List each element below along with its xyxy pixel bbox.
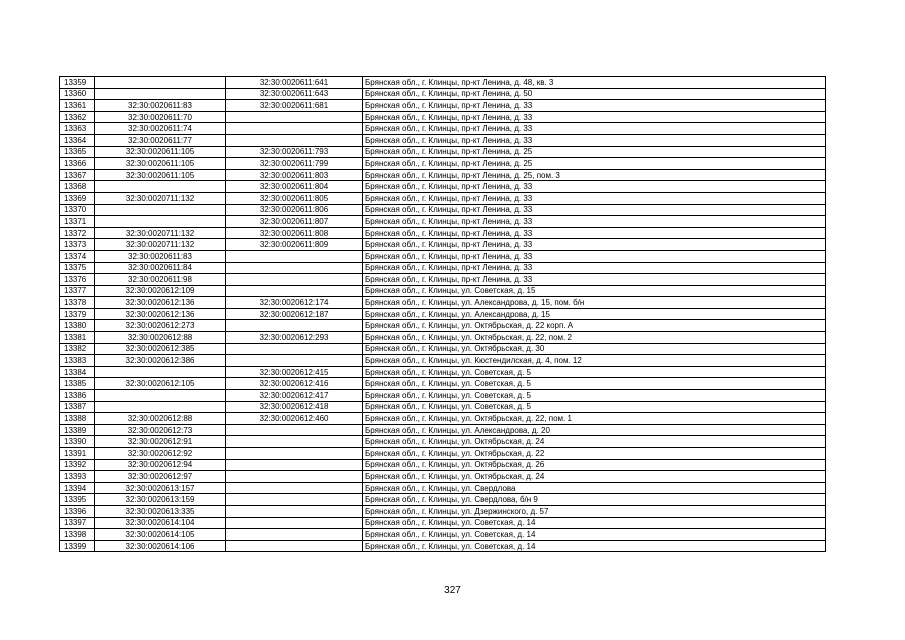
table-row bbox=[60, 482, 826, 494]
parent-cadastral-number-cell: 32:30:0020711:132 bbox=[95, 239, 226, 251]
address-cell: Брянская обл., г. Клинцы, пр-кт Ленина, д. 33 bbox=[363, 192, 826, 204]
parent-cadastral-number-cell: 32:30:0020612:109 bbox=[95, 285, 226, 297]
address-cell: Брянская обл., г. Клинцы, ул. Октябрьская, д. 22 bbox=[363, 448, 826, 460]
record-number-cell: 13367 bbox=[60, 169, 95, 181]
address-cell: Брянская обл., г. Клинцы, пр-кт Ленина, д. 33 bbox=[363, 123, 826, 135]
parent-cadastral-number-cell: 32:30:0020612:386 bbox=[95, 355, 226, 367]
parent-cadastral-number-cell bbox=[95, 181, 226, 193]
parent-cadastral-number-cell: 32:30:0020611:74 bbox=[95, 123, 226, 135]
table-row bbox=[60, 297, 826, 309]
table-row bbox=[60, 100, 826, 112]
record-number-cell: 13396 bbox=[60, 505, 95, 517]
parent-cadastral-number-cell bbox=[95, 88, 226, 100]
record-number-cell: 13383 bbox=[60, 355, 95, 367]
cadastral-number-cell: 32:30:0020611:806 bbox=[226, 204, 363, 216]
address-cell: Брянская обл., г. Клинцы, ул. Кюстендилская, д. 4, пом. 12 bbox=[363, 355, 826, 367]
address-cell: Брянская обл., г. Клинцы, пр-кт Ленина, д. 33 bbox=[363, 216, 826, 228]
record-number-cell: 13371 bbox=[60, 216, 95, 228]
address-cell: Брянская обл., г. Клинцы, ул. Октябрьская, д. 22, пом. 2 bbox=[363, 332, 826, 344]
parent-cadastral-number-cell: 32:30:0020612:91 bbox=[95, 436, 226, 448]
address-cell: Брянская обл., г. Клинцы, пр-кт Ленина, д. 33 bbox=[363, 239, 826, 251]
table-row bbox=[60, 459, 826, 471]
record-number-cell: 13363 bbox=[60, 123, 95, 135]
address-cell: Брянская обл., г. Клинцы, ул. Советская, д. 5 bbox=[363, 401, 826, 413]
cadastral-number-cell bbox=[226, 123, 363, 135]
record-number-cell: 13385 bbox=[60, 378, 95, 390]
table-row bbox=[60, 355, 826, 367]
cadastral-number-cell: 32:30:0020611:809 bbox=[226, 239, 363, 251]
address-cell: Брянская обл., г. Клинцы, пр-кт Ленина, д. 33 bbox=[363, 100, 826, 112]
cadastral-number-cell: 32:30:0020612:417 bbox=[226, 390, 363, 402]
cadastral-number-cell: 32:30:0020611:807 bbox=[226, 216, 363, 228]
cadastral-number-cell: 32:30:0020612:460 bbox=[226, 413, 363, 425]
parent-cadastral-number-cell: 32:30:0020612:136 bbox=[95, 308, 226, 320]
table-row bbox=[60, 448, 826, 460]
parent-cadastral-number-cell bbox=[95, 204, 226, 216]
address-cell: Брянская обл., г. Клинцы, ул. Октябрьская, д. 24 bbox=[363, 471, 826, 483]
record-number-cell: 13361 bbox=[60, 100, 95, 112]
address-cell: Брянская обл., г. Клинцы, ул. Советская, д. 14 bbox=[363, 529, 826, 541]
cadastral-number-cell: 32:30:0020612:174 bbox=[226, 297, 363, 309]
parent-cadastral-number-cell bbox=[95, 401, 226, 413]
cadastral-number-cell bbox=[226, 285, 363, 297]
cadastral-number-cell bbox=[226, 529, 363, 541]
record-number-cell: 13369 bbox=[60, 192, 95, 204]
address-cell: Брянская обл., г. Клинцы, пр-кт Ленина, д. 33 bbox=[363, 111, 826, 123]
parent-cadastral-number-cell: 32:30:0020614:106 bbox=[95, 540, 226, 552]
parent-cadastral-number-cell: 32:30:0020711:132 bbox=[95, 227, 226, 239]
table-row bbox=[60, 424, 826, 436]
table-row bbox=[60, 505, 826, 517]
address-cell: Брянская обл., г. Клинцы, пр-кт Ленина, д. 25 bbox=[363, 146, 826, 158]
cadastral-number-cell bbox=[226, 111, 363, 123]
address-cell: Брянская обл., г. Клинцы, пр-кт Ленина, д. 33 bbox=[363, 134, 826, 146]
table-row bbox=[60, 308, 826, 320]
record-number-cell: 13389 bbox=[60, 424, 95, 436]
parent-cadastral-number-cell bbox=[95, 77, 226, 89]
cadastral-number-cell: 32:30:0020611:804 bbox=[226, 181, 363, 193]
parent-cadastral-number-cell bbox=[95, 366, 226, 378]
parent-cadastral-number-cell: 32:30:0020612:94 bbox=[95, 459, 226, 471]
address-cell: Брянская обл., г. Клинцы, ул. Октябрьская, д. 24 bbox=[363, 436, 826, 448]
address-cell: Брянская обл., г. Клинцы, пр-кт Ленина, д. 50 bbox=[363, 88, 826, 100]
address-cell: Брянская обл., г. Клинцы, пр-кт Ленина, д. 25 bbox=[363, 158, 826, 170]
address-cell: Брянская обл., г. Клинцы, пр-кт Ленина, д. 33 bbox=[363, 204, 826, 216]
parent-cadastral-number-cell: 32:30:0020612:385 bbox=[95, 343, 226, 355]
address-cell: Брянская обл., г. Клинцы, пр-кт Ленина, д. 33 bbox=[363, 250, 826, 262]
parent-cadastral-number-cell: 32:30:0020611:105 bbox=[95, 169, 226, 181]
cadastral-number-cell: 32:30:0020612:293 bbox=[226, 332, 363, 344]
record-number-cell: 13398 bbox=[60, 529, 95, 541]
table-row bbox=[60, 390, 826, 402]
table-row bbox=[60, 158, 826, 170]
record-number-cell: 13376 bbox=[60, 274, 95, 286]
parent-cadastral-number-cell: 32:30:0020612:88 bbox=[95, 413, 226, 425]
parent-cadastral-number-cell: 32:30:0020614:105 bbox=[95, 529, 226, 541]
parent-cadastral-number-cell: 32:30:0020614:104 bbox=[95, 517, 226, 529]
record-number-cell: 13365 bbox=[60, 146, 95, 158]
record-number-cell: 13394 bbox=[60, 482, 95, 494]
table-row bbox=[60, 285, 826, 297]
table-row bbox=[60, 146, 826, 158]
parent-cadastral-number-cell bbox=[95, 390, 226, 402]
cadastral-number-cell: 32:30:0020612:415 bbox=[226, 366, 363, 378]
address-cell: Брянская обл., г. Клинцы, пр-кт Ленина, д. 33 bbox=[363, 274, 826, 286]
record-number-cell: 13395 bbox=[60, 494, 95, 506]
record-number-cell: 13370 bbox=[60, 204, 95, 216]
address-cell: Брянская обл., г. Клинцы, ул. Советская, д. 5 bbox=[363, 390, 826, 402]
record-number-cell: 13382 bbox=[60, 343, 95, 355]
table-row bbox=[60, 88, 826, 100]
address-cell: Брянская обл., г. Клинцы, ул. Советская, д. 15 bbox=[363, 285, 826, 297]
parent-cadastral-number-cell: 32:30:0020612:136 bbox=[95, 297, 226, 309]
parent-cadastral-number-cell: 32:30:0020611:77 bbox=[95, 134, 226, 146]
record-number-cell: 13380 bbox=[60, 320, 95, 332]
cadastral-number-cell bbox=[226, 343, 363, 355]
address-cell: Брянская обл., г. Клинцы, пр-кт Ленина, д. 33 bbox=[363, 227, 826, 239]
parent-cadastral-number-cell: 32:30:0020611:105 bbox=[95, 146, 226, 158]
cadastral-number-cell bbox=[226, 459, 363, 471]
address-cell: Брянская обл., г. Клинцы, пр-кт Ленина, д. 48, кв. 3 bbox=[363, 77, 826, 89]
table-row bbox=[60, 413, 826, 425]
record-number-cell: 13384 bbox=[60, 366, 95, 378]
cadastral-number-cell bbox=[226, 448, 363, 460]
record-number-cell: 13399 bbox=[60, 540, 95, 552]
record-number-cell: 13386 bbox=[60, 390, 95, 402]
address-cell: Брянская обл., г. Клинцы, ул. Октябрьская, д. 22 корп. А bbox=[363, 320, 826, 332]
address-cell: Брянская обл., г. Клинцы, ул. Советская, д. 14 bbox=[363, 540, 826, 552]
record-number-cell: 13391 bbox=[60, 448, 95, 460]
record-number-cell: 13359 bbox=[60, 77, 95, 89]
table-row bbox=[60, 216, 826, 228]
address-cell: Брянская обл., г. Клинцы, ул. Александрова, д. 15 bbox=[363, 308, 826, 320]
record-number-cell: 13366 bbox=[60, 158, 95, 170]
table-row bbox=[60, 529, 826, 541]
table-row bbox=[60, 77, 826, 89]
table-row bbox=[60, 366, 826, 378]
cadastral-number-cell: 32:30:0020611:793 bbox=[226, 146, 363, 158]
registry-table bbox=[59, 76, 826, 552]
table-row bbox=[60, 123, 826, 135]
cadastral-number-cell: 32:30:0020612:187 bbox=[226, 308, 363, 320]
address-cell: Брянская обл., г. Клинцы, ул. Александрова, д. 15, пом. б/н bbox=[363, 297, 826, 309]
cadastral-number-cell: 32:30:0020611:799 bbox=[226, 158, 363, 170]
table-row bbox=[60, 320, 826, 332]
cadastral-number-cell bbox=[226, 505, 363, 517]
cadastral-number-cell bbox=[226, 355, 363, 367]
cadastral-number-cell bbox=[226, 320, 363, 332]
address-cell: Брянская обл., г. Клинцы, ул. Дзержинского, д. 57 bbox=[363, 505, 826, 517]
table-row bbox=[60, 262, 826, 274]
table-row bbox=[60, 192, 826, 204]
record-number-cell: 13375 bbox=[60, 262, 95, 274]
parent-cadastral-number-cell: 32:30:0020612:73 bbox=[95, 424, 226, 436]
record-number-cell: 13364 bbox=[60, 134, 95, 146]
address-cell: Брянская обл., г. Клинцы, пр-кт Ленина, д. 33 bbox=[363, 262, 826, 274]
address-cell: Брянская обл., г. Клинцы, ул. Свердлова bbox=[363, 482, 826, 494]
page-number: 327 bbox=[444, 585, 461, 596]
address-cell: Брянская обл., г. Клинцы, ул. Александрова, д. 20 bbox=[363, 424, 826, 436]
parent-cadastral-number-cell: 32:30:0020613:159 bbox=[95, 494, 226, 506]
cadastral-number-cell: 32:30:0020611:643 bbox=[226, 88, 363, 100]
address-cell: Брянская обл., г. Клинцы, ул. Октябрьская, д. 26 bbox=[363, 459, 826, 471]
parent-cadastral-number-cell: 32:30:0020611:83 bbox=[95, 100, 226, 112]
table-row bbox=[60, 134, 826, 146]
cadastral-number-cell bbox=[226, 274, 363, 286]
parent-cadastral-number-cell: 32:30:0020613:335 bbox=[95, 505, 226, 517]
address-cell: Брянская обл., г. Клинцы, ул. Советская, д. 5 bbox=[363, 366, 826, 378]
cadastral-number-cell: 32:30:0020612:418 bbox=[226, 401, 363, 413]
table-row bbox=[60, 204, 826, 216]
record-number-cell: 13373 bbox=[60, 239, 95, 251]
parent-cadastral-number-cell bbox=[95, 216, 226, 228]
record-number-cell: 13378 bbox=[60, 297, 95, 309]
cadastral-number-cell: 32:30:0020611:681 bbox=[226, 100, 363, 112]
table-row bbox=[60, 517, 826, 529]
table-row bbox=[60, 274, 826, 286]
parent-cadastral-number-cell: 32:30:0020612:105 bbox=[95, 378, 226, 390]
table-row bbox=[60, 540, 826, 552]
parent-cadastral-number-cell: 32:30:0020611:70 bbox=[95, 111, 226, 123]
cadastral-number-cell bbox=[226, 134, 363, 146]
record-number-cell: 13377 bbox=[60, 285, 95, 297]
address-cell: Брянская обл., г. Клинцы, ул. Свердлова, б/н 9 bbox=[363, 494, 826, 506]
parent-cadastral-number-cell: 32:30:0020612:88 bbox=[95, 332, 226, 344]
table-row bbox=[60, 401, 826, 413]
cadastral-number-cell bbox=[226, 494, 363, 506]
table-row bbox=[60, 239, 826, 251]
parent-cadastral-number-cell: 32:30:0020613:157 bbox=[95, 482, 226, 494]
parent-cadastral-number-cell: 32:30:0020612:97 bbox=[95, 471, 226, 483]
record-number-cell: 13368 bbox=[60, 181, 95, 193]
cadastral-number-cell bbox=[226, 482, 363, 494]
record-number-cell: 13392 bbox=[60, 459, 95, 471]
parent-cadastral-number-cell: 32:30:0020611:105 bbox=[95, 158, 226, 170]
table-row bbox=[60, 471, 826, 483]
record-number-cell: 13381 bbox=[60, 332, 95, 344]
record-number-cell: 13390 bbox=[60, 436, 95, 448]
table-row bbox=[60, 378, 826, 390]
cadastral-number-cell bbox=[226, 471, 363, 483]
table-row bbox=[60, 494, 826, 506]
cadastral-number-cell bbox=[226, 262, 363, 274]
record-number-cell: 13397 bbox=[60, 517, 95, 529]
registry-body bbox=[60, 77, 826, 552]
table-row bbox=[60, 332, 826, 344]
record-number-cell: 13387 bbox=[60, 401, 95, 413]
table-row bbox=[60, 436, 826, 448]
parent-cadastral-number-cell: 32:30:0020611:83 bbox=[95, 250, 226, 262]
cadastral-number-cell bbox=[226, 540, 363, 552]
cadastral-number-cell: 32:30:0020611:805 bbox=[226, 192, 363, 204]
table-row bbox=[60, 250, 826, 262]
parent-cadastral-number-cell: 32:30:0020611:98 bbox=[95, 274, 226, 286]
address-cell: Брянская обл., г. Клинцы, ул. Октябрьская, д. 22, пом. 1 bbox=[363, 413, 826, 425]
record-number-cell: 13388 bbox=[60, 413, 95, 425]
address-cell: Брянская обл., г. Клинцы, ул. Советская, д. 14 bbox=[363, 517, 826, 529]
parent-cadastral-number-cell: 32:30:0020612:92 bbox=[95, 448, 226, 460]
cadastral-number-cell: 32:30:0020611:803 bbox=[226, 169, 363, 181]
address-cell: Брянская обл., г. Клинцы, ул. Октябрьская, д. 30 bbox=[363, 343, 826, 355]
cadastral-number-cell bbox=[226, 250, 363, 262]
parent-cadastral-number-cell: 32:30:0020611:84 bbox=[95, 262, 226, 274]
cadastral-number-cell: 32:30:0020611:808 bbox=[226, 227, 363, 239]
address-cell: Брянская обл., г. Клинцы, пр-кт Ленина, д. 25, пом. 3 bbox=[363, 169, 826, 181]
table-row bbox=[60, 181, 826, 193]
parent-cadastral-number-cell: 32:30:0020711:132 bbox=[95, 192, 226, 204]
record-number-cell: 13372 bbox=[60, 227, 95, 239]
cadastral-number-cell bbox=[226, 424, 363, 436]
record-number-cell: 13362 bbox=[60, 111, 95, 123]
table-row bbox=[60, 343, 826, 355]
cadastral-number-cell bbox=[226, 517, 363, 529]
record-number-cell: 13379 bbox=[60, 308, 95, 320]
record-number-cell: 13360 bbox=[60, 88, 95, 100]
cadastral-number-cell: 32:30:0020611:641 bbox=[226, 77, 363, 89]
table-row bbox=[60, 169, 826, 181]
record-number-cell: 13374 bbox=[60, 250, 95, 262]
cadastral-number-cell bbox=[226, 436, 363, 448]
parent-cadastral-number-cell: 32:30:0020612:273 bbox=[95, 320, 226, 332]
address-cell: Брянская обл., г. Клинцы, ул. Советская, д. 5 bbox=[363, 378, 826, 390]
table-row bbox=[60, 111, 826, 123]
cadastral-number-cell: 32:30:0020612:416 bbox=[226, 378, 363, 390]
address-cell: Брянская обл., г. Клинцы, пр-кт Ленина, д. 33 bbox=[363, 181, 826, 193]
record-number-cell: 13393 bbox=[60, 471, 95, 483]
table-row bbox=[60, 227, 826, 239]
